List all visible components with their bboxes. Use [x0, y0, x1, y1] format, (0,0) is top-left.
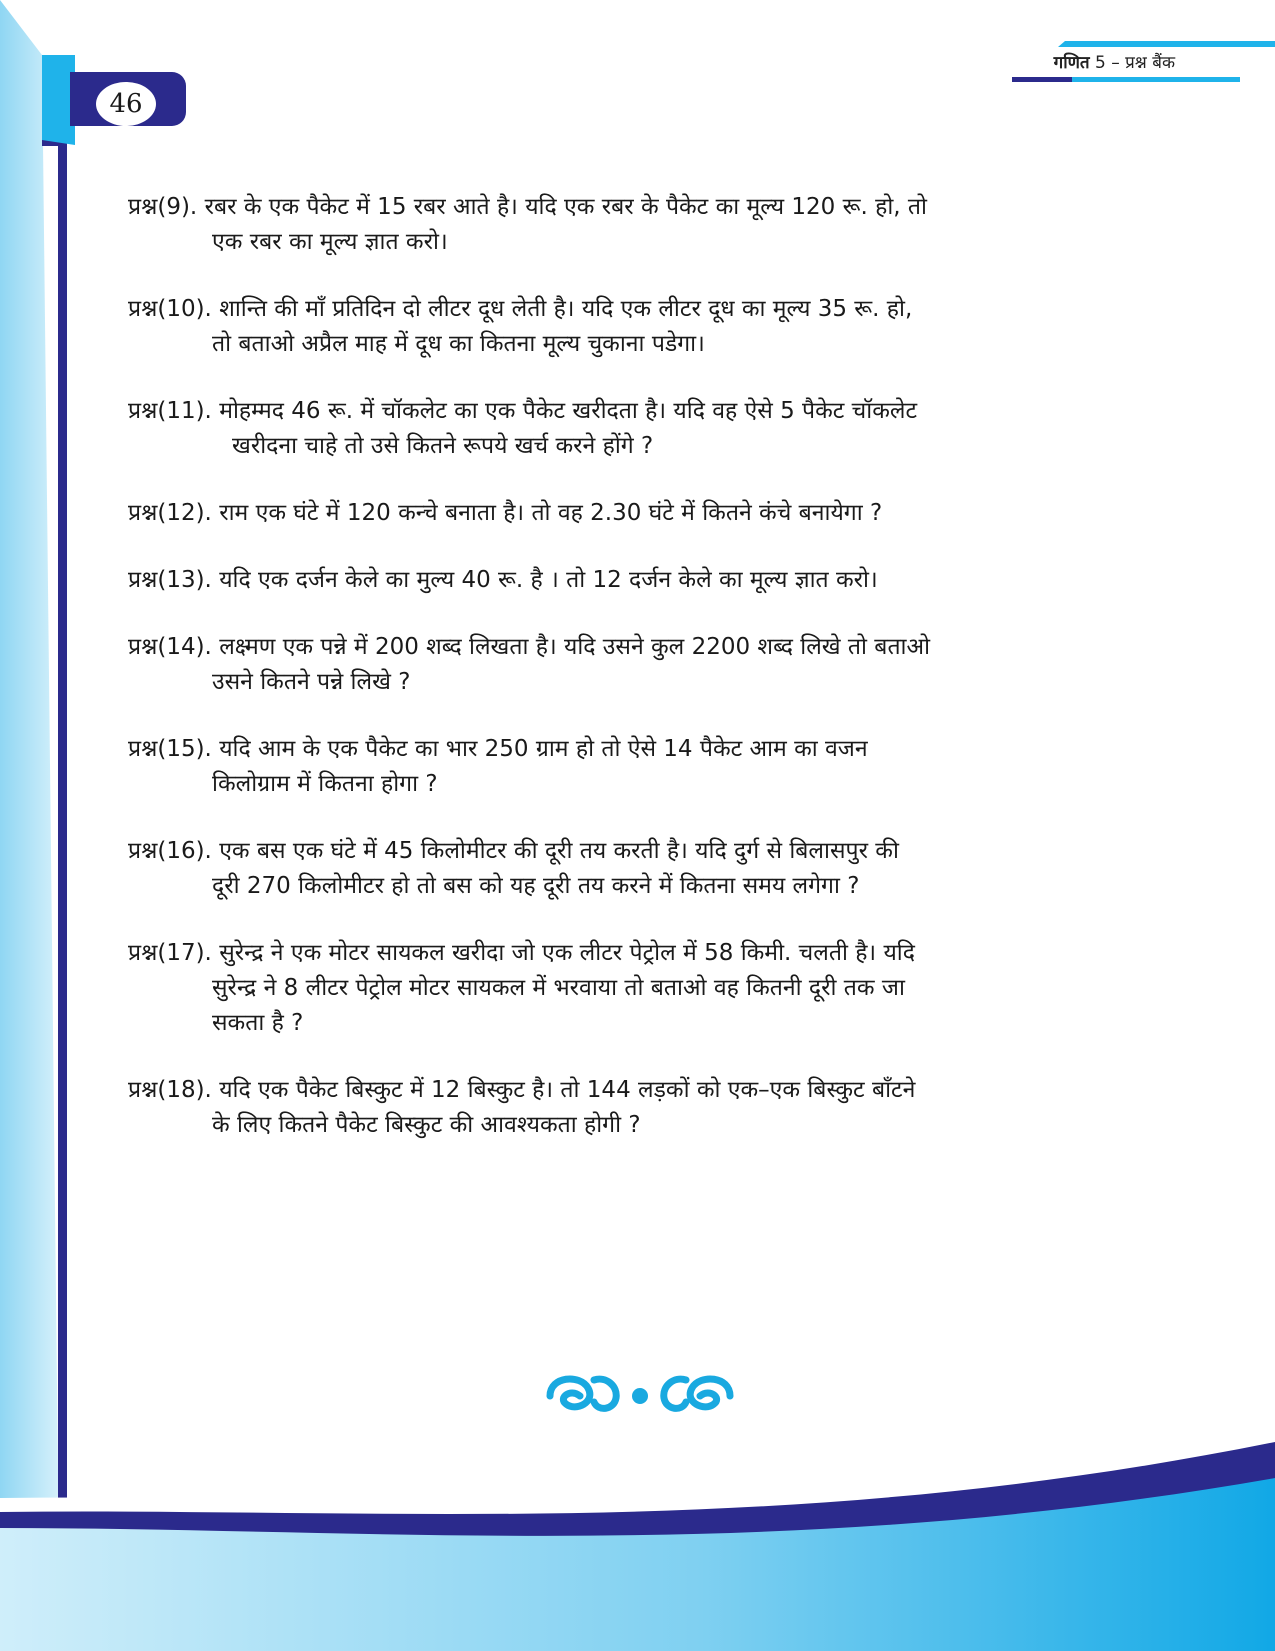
question-text-continued: एक रबर का मूल्य ज्ञात करो। — [212, 229, 448, 255]
question-label: प्रश्न(10). — [128, 296, 212, 322]
question-text: सुरेन्द्र ने एक मोटर सायकल खरीदा जो एक लीटर पेट्रोल में 58 किमी. चलती है। यदि — [219, 940, 915, 966]
question-text: शान्ति की माँ प्रतिदिन दो लीटर दूध लेती है। यदि एक लीटर दूध का मूल्य 35 रू. हो, — [219, 296, 913, 322]
question-list — [128, 190, 1148, 1175]
question-9 — [128, 190, 1148, 260]
header-title: 5 – प्रश्न बैंक — [1095, 53, 1175, 73]
question-text: मोहम्मद 46 रू. में चॉकलेट का एक पैकेट खरीदता है। यदि वह ऐसे 5 पैकेट चॉकलेट — [219, 398, 918, 424]
question-text-continued: किलोग्राम में कितना होगा ? — [212, 771, 438, 797]
question-13 — [128, 563, 1148, 598]
header-rule-top — [1058, 41, 1275, 47]
question-text-continued: सकता है ? — [212, 1010, 304, 1036]
question-text: राम एक घंटे में 120 कन्चे बनाता है। तो वह 2.30 घंटे में कितने कंचे बनायेगा ? — [219, 500, 883, 526]
question-text: यदि आम के एक पैकेट का भार 250 ग्राम हो तो ऐसे 14 पैकेट आम का वजन — [219, 736, 868, 762]
question-label: प्रश्न(18). — [128, 1077, 212, 1103]
question-text-continued: उसने कितने पन्ने लिखे ? — [212, 669, 411, 695]
question-label: प्रश्न(13). — [128, 567, 212, 593]
question-text-continued: दूरी 270 किलोमीटर हो तो बस को यह दूरी तय करने में कितना समय लगेगा ? — [212, 873, 860, 899]
header-rule-dark — [1012, 77, 1072, 82]
question-14 — [128, 630, 1148, 700]
running-header — [1054, 50, 1175, 73]
question-label: प्रश्न(17). — [128, 940, 212, 966]
question-label: प्रश्न(14). — [128, 634, 212, 660]
question-12 — [128, 496, 1148, 531]
question-text-continued: सुरेन्द्र ने 8 लीटर पेट्रोल मोटर सायकल में भरवाया तो बताओ वह कितनी दूरी तक जा — [212, 975, 905, 1001]
question-11 — [128, 394, 1148, 464]
decorative-flourish-icon — [540, 1366, 740, 1418]
question-text-continued: तो बताओ अप्रैल माह में दूध का कितना मूल्य चुकाना पडेगा। — [212, 331, 705, 357]
question-label: प्रश्न(12). — [128, 500, 212, 526]
question-text: यदि एक पैकेट बिस्कुट में 12 बिस्कुट है। तो 144 लड़कों को एक–एक बिस्कुट बाँटने — [219, 1077, 916, 1103]
question-label: प्रश्न(15). — [128, 736, 212, 762]
left-side-band — [0, 0, 60, 1651]
question-text: रबर के एक पैकेट में 15 रबर आते है। यदि एक रबर के पैकेट का मूल्य 120 रू. हो, तो — [204, 194, 927, 220]
question-label: प्रश्न(16). — [128, 838, 212, 864]
header-subject: गणित — [1053, 53, 1090, 73]
question-18 — [128, 1073, 1148, 1143]
question-label: प्रश्न(9). — [128, 194, 198, 220]
question-16 — [128, 834, 1148, 904]
question-text-continued: खरीदना चाहे तो उसे कितने रूपये खर्च करने होंगे ? — [232, 433, 654, 459]
page-number: 46 — [96, 82, 156, 126]
question-text-continued: के लिए कितने पैकेट बिस्कुट की आवश्यकता होगी ? — [212, 1112, 641, 1138]
question-15 — [128, 732, 1148, 802]
left-dark-bar — [58, 95, 67, 1555]
question-label: प्रश्न(11). — [128, 398, 212, 424]
question-10 — [128, 292, 1148, 362]
question-text: एक बस एक घंटे में 45 किलोमीटर की दूरी तय करती है। यदि दुर्ग से बिलासपुर की — [219, 838, 899, 864]
question-text: लक्ष्मण एक पन्ने में 200 शब्द लिखता है। यदि उसने कुल 2200 शब्द लिखे तो बताओ — [219, 634, 931, 660]
question-text: यदि एक दर्जन केले का मुल्य 40 रू. है । तो 12 दर्जन केले का मूल्य ज्ञात करो। — [219, 567, 878, 593]
question-17 — [128, 936, 1148, 1041]
